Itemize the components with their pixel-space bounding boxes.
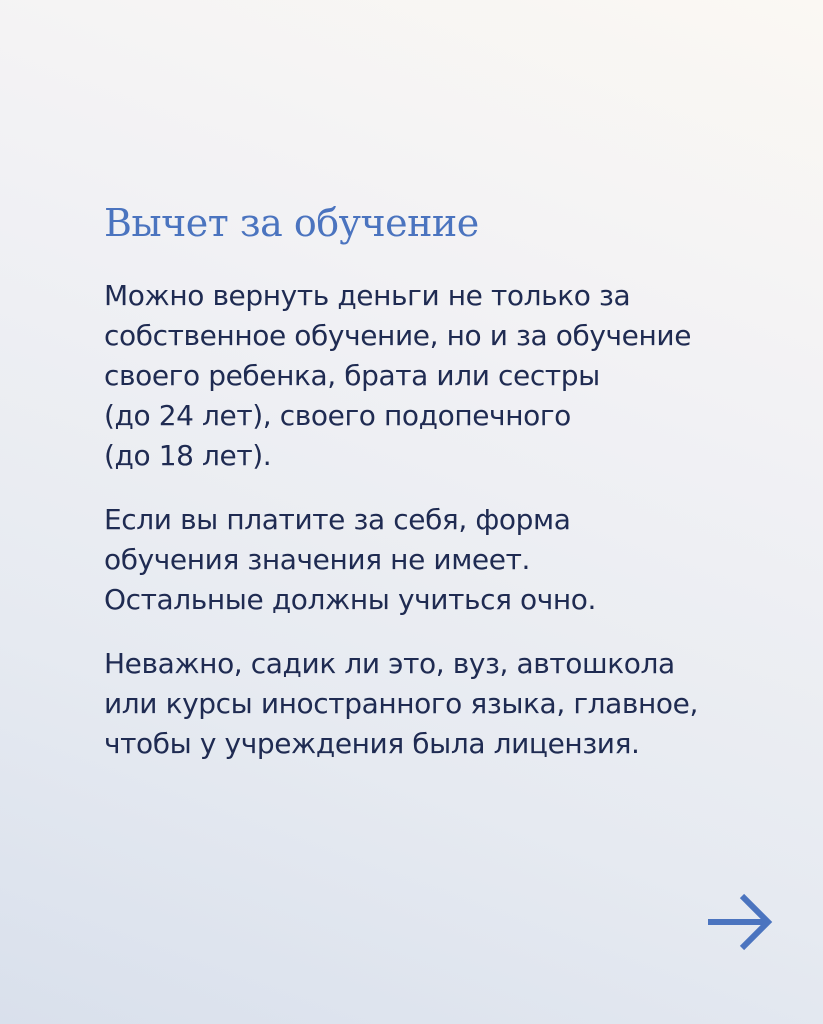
paragraph-institution-license [104,644,794,764]
paragraph-line: Неважно, садик ли это, вуз, автошкола [104,647,675,680]
arrow-right-icon [704,890,776,954]
paragraph-study-form [104,500,794,620]
paragraph-line: или курсы иностранного языка, главное, [104,687,698,720]
paragraph-line: Можно вернуть деньги не только за [104,279,631,312]
paragraph-line: (до 18 лет). [104,439,272,472]
slide-content [104,196,794,788]
paragraph-line: Остальные должны учиться очно. [104,583,597,616]
paragraph-line: собственное обучение, но и за обучение [104,319,692,352]
paragraph-line: чтобы у учреждения была лицензия. [104,727,640,760]
paragraph-line: обучения значения не имеет. [104,543,530,576]
paragraph-who-can-get-refund [104,276,794,476]
paragraph-line: (до 24 лет), своего подопечного [104,399,571,432]
paragraph-line: Если вы платите за себя, форма [104,503,571,536]
paragraph-line: своего ребенка, брата или сестры [104,359,600,392]
slide-title: Вычет за обучение [104,201,479,245]
next-slide-button[interactable] [704,890,776,954]
